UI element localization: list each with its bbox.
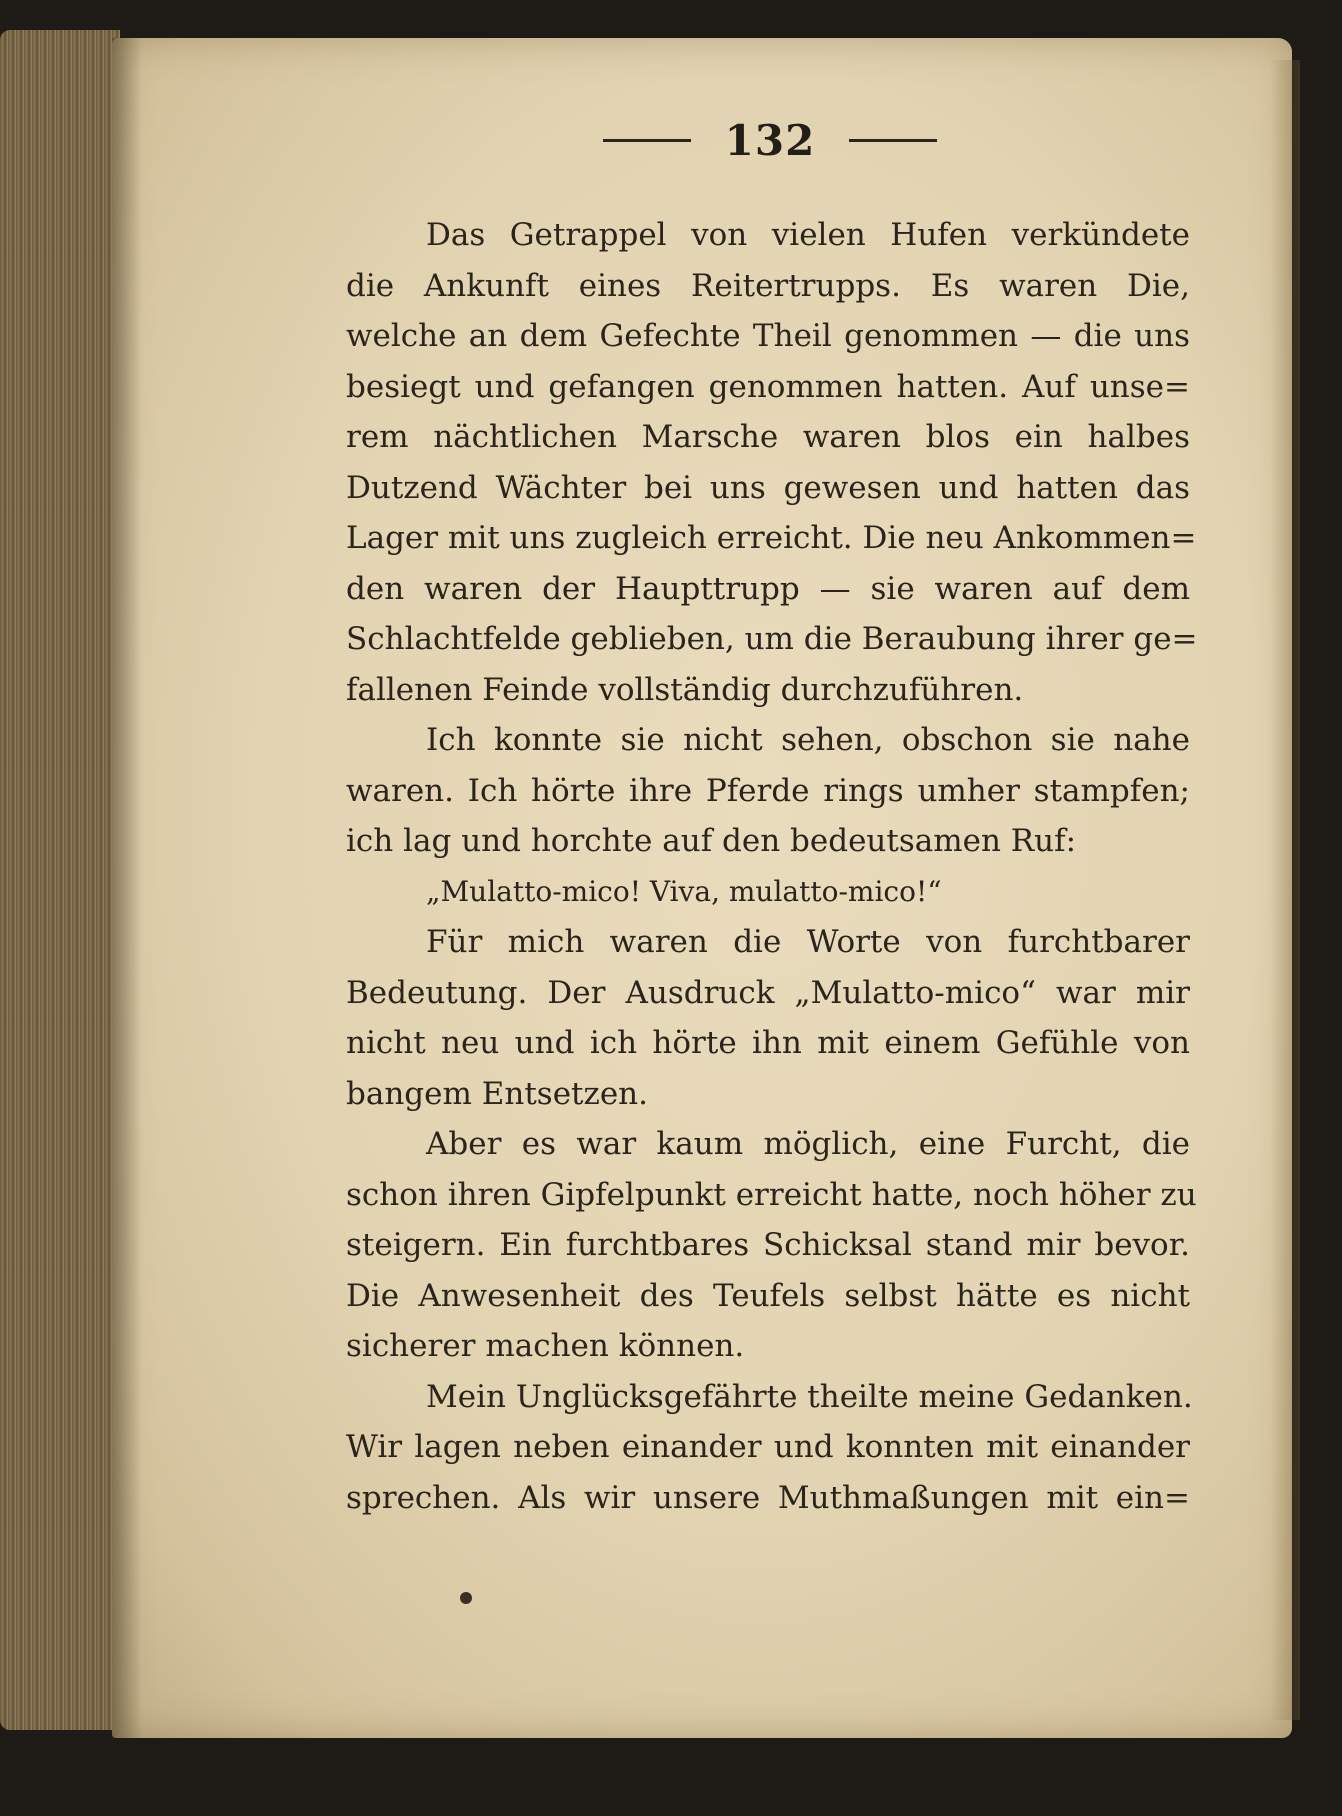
page-number: 132 [724, 115, 816, 165]
text-line: sicherer machen können. [346, 1328, 745, 1364]
text-line: Wir lagen neben einander und konnten mit einander [346, 1429, 1190, 1465]
text-line: ich lag und horchte auf den bedeutsamen Ruf: [346, 823, 1077, 859]
text-line: fallenen Feinde vollständig durchzuführen. [346, 671, 1024, 708]
text-line: Aber es war kaum möglich, eine Furcht, die [426, 1126, 1190, 1162]
text-line: Für mich waren die Worte von furchtbarer [426, 924, 1190, 960]
text-line: Die Anwesenheit des Teufels selbst hätte es nicht [346, 1277, 1190, 1314]
page-fold-shadow [1270, 60, 1300, 1720]
text-line: Lager mit uns zugleich erreicht. Die neu Ankommen= [346, 520, 1197, 556]
book-page-edges [0, 30, 120, 1730]
text-line: Schlachtfelde geblieben, um die Beraubung ihrer ge= [346, 621, 1198, 657]
text-line: waren. Ich hörte ihre Pferde rings umher stampfen; [346, 772, 1190, 809]
text-line: die Ankunft eines Reitertrupps. Es waren Die, [346, 267, 1190, 304]
text-line: Bedeutung. Der Ausdruck „Mulatto-mico“ war mir [346, 974, 1190, 1011]
text-line: Das Getrappel von vielen Hufen verkündete [426, 217, 1190, 253]
gutter-shadow [112, 38, 142, 1738]
text-line: „Mulatto-mico! Viva, mulatto-mico!“ [426, 874, 942, 908]
text-line: schon ihren Gipfelpunkt erreicht hatte, noch höher zu [346, 1176, 1197, 1213]
text-line: steigern. Ein furchtbares Schicksal stand mir bevor. [346, 1227, 1190, 1263]
text-line: Mein Unglücksgefährte theilte meine Gedanken. [426, 1378, 1193, 1415]
header-rule-left [603, 139, 691, 142]
text-line: Dutzend Wächter bei uns gewesen und hatten das [346, 469, 1190, 506]
body-text [346, 210, 1198, 1523]
text-line: nicht neu und ich hörte ihn mit einem Gefühle von [346, 1025, 1190, 1061]
page-header [560, 100, 980, 180]
header-rule-right [849, 139, 937, 142]
text-line: welche an dem Gefechte Theil genommen — die uns [346, 318, 1190, 354]
ink-spot [460, 1592, 472, 1604]
text-line: besiegt und gefangen genommen hatten. Auf unse= [346, 368, 1190, 405]
text-line: Ich konnte sie nicht sehen, obschon sie nahe [426, 722, 1190, 758]
text-line: rem nächtlichen Marsche waren blos ein halbes [346, 419, 1190, 455]
text-line: sprechen. Als wir unsere Muthmaßungen mit ein= [346, 1479, 1190, 1516]
text-line: bangem Entsetzen. [346, 1075, 648, 1112]
text-line: den waren der Haupttrupp — sie waren auf dem [346, 570, 1190, 607]
